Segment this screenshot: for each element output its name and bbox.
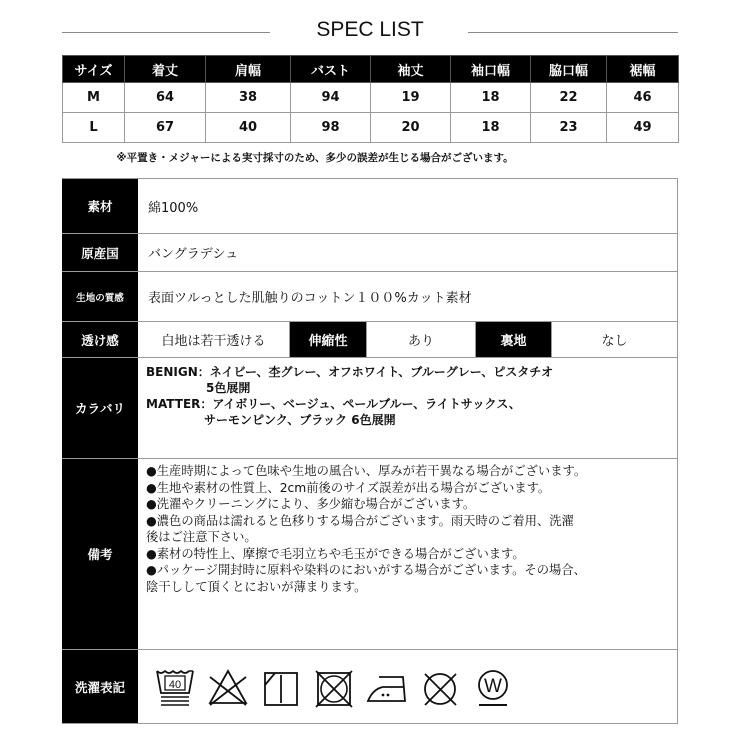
color-line-matter: MATTER：アイボリー、ベージュ、ペールブルー、ライトサックス、 — [146, 397, 521, 411]
cell: 23 — [531, 113, 607, 143]
texture-label: 生地の質感 — [62, 272, 138, 321]
row-material — [62, 179, 677, 233]
lining-value: なし — [551, 322, 677, 357]
cell: 94 — [291, 83, 371, 113]
note-line: ●生産時期によって色味や生地の風合い、厚みが若干異なる場合がございます。 — [146, 464, 587, 478]
measurement-footnote: ※平置き・メジャーによる実寸採寸のため、多少の誤差が生じる場合がございます。 — [116, 152, 514, 164]
no-dry-clean-icon — [417, 664, 463, 710]
header-armhole-width: 脇口幅 — [531, 56, 607, 83]
row-colors — [62, 357, 677, 458]
cell: 40 — [206, 113, 291, 143]
row-laundry — [62, 649, 677, 723]
cell: 38 — [206, 83, 291, 113]
cell: 20 — [371, 113, 451, 143]
row-notes — [62, 458, 677, 649]
header-size: サイズ — [63, 56, 125, 83]
note-line: ●濃色の商品は濡れると色移りする場合がございます。雨天時のご着用、洗濯 — [146, 513, 574, 528]
cell: 18 — [451, 113, 531, 143]
texture-value: 表面ツルっとした肌触りのコットン１００%カット素材 — [148, 291, 472, 306]
header-bust: バスト — [291, 56, 371, 83]
note-line: ●洗濯やクリーニングにより、多少縮む場合がございます。 — [146, 497, 476, 511]
notes-list — [138, 459, 677, 649]
table-row — [63, 113, 679, 143]
lining-label: 裏地 — [475, 322, 551, 357]
cell: 46 — [607, 83, 679, 113]
wash-40-gentle-icon — [152, 664, 198, 710]
header-sleeve-length: 袖丈 — [371, 56, 451, 83]
cell: M — [63, 83, 125, 113]
colors-list — [138, 358, 677, 458]
cell: 98 — [291, 113, 371, 143]
origin-value: バングラデシュ — [148, 247, 239, 262]
size-table — [62, 55, 679, 143]
note-line: 後はご注意下さい。 — [146, 530, 257, 544]
spec-table — [62, 178, 678, 724]
row-texture — [62, 271, 677, 321]
note-line: ●パッケージ開封時に原料や染料のにおいがする場合がございます。その場合、 — [146, 563, 586, 577]
material-value: 綿100% — [148, 200, 199, 216]
no-tumble-dry-icon — [311, 664, 357, 710]
cell: 67 — [125, 113, 206, 143]
sheer-value: 白地は若干透ける — [161, 334, 266, 349]
table-row — [63, 83, 679, 113]
note-line: 陰干しして頂くとにおいが薄まります。 — [146, 579, 367, 594]
row-origin — [62, 233, 677, 271]
laundry-icons — [138, 650, 677, 723]
cell: 22 — [531, 83, 607, 113]
svg-text:W: W — [484, 675, 502, 697]
title-divider-right — [468, 32, 678, 33]
stretch-label: 伸縮性 — [289, 322, 366, 357]
iron-medium-icon — [364, 664, 410, 710]
sheer-label: 透け感 — [62, 322, 138, 357]
note-line: ●素材の特性上、摩擦で毛羽立ちや毛玉ができる場合がございます。 — [146, 546, 525, 561]
no-bleach-icon — [205, 664, 251, 710]
stretch-value: あり — [366, 322, 475, 357]
color-line-benign-count: 5色展開 — [206, 381, 251, 395]
laundry-label: 洗濯表記 — [62, 650, 138, 723]
cell: L — [63, 113, 125, 143]
notes-label: 備考 — [62, 459, 138, 649]
cell: 49 — [607, 113, 679, 143]
material-label: 素材 — [62, 179, 138, 233]
color-line-matter-cont: サーモンピンク、ブラック 6色展開 — [204, 413, 396, 427]
header-hem-width: 裾幅 — [607, 56, 679, 83]
origin-label: 原産国 — [62, 234, 138, 271]
colors-label: カラバリ — [62, 358, 138, 458]
note-line: ●生地や素材の性質上、2cm前後のサイズ誤差が出る場合がございます。 — [146, 480, 551, 495]
row-properties — [62, 321, 677, 357]
cell: 18 — [451, 83, 531, 113]
line-dry-icon — [258, 664, 304, 710]
header-length: 着丈 — [125, 56, 206, 83]
title-section — [62, 18, 678, 48]
page-title: SPEC LIST — [316, 18, 424, 41]
header-cuff-width: 袖口幅 — [451, 56, 531, 83]
wet-clean-gentle-icon — [470, 664, 516, 710]
size-table-header — [63, 56, 679, 83]
cell: 64 — [125, 83, 206, 113]
svg-text:40: 40 — [168, 678, 182, 691]
cell: 19 — [371, 83, 451, 113]
header-shoulder: 肩幅 — [206, 56, 291, 83]
color-line-benign: BENIGN：ネイビー、杢グレー、オフホワイト、ブルーグレー、ピスタチオ — [146, 365, 554, 379]
